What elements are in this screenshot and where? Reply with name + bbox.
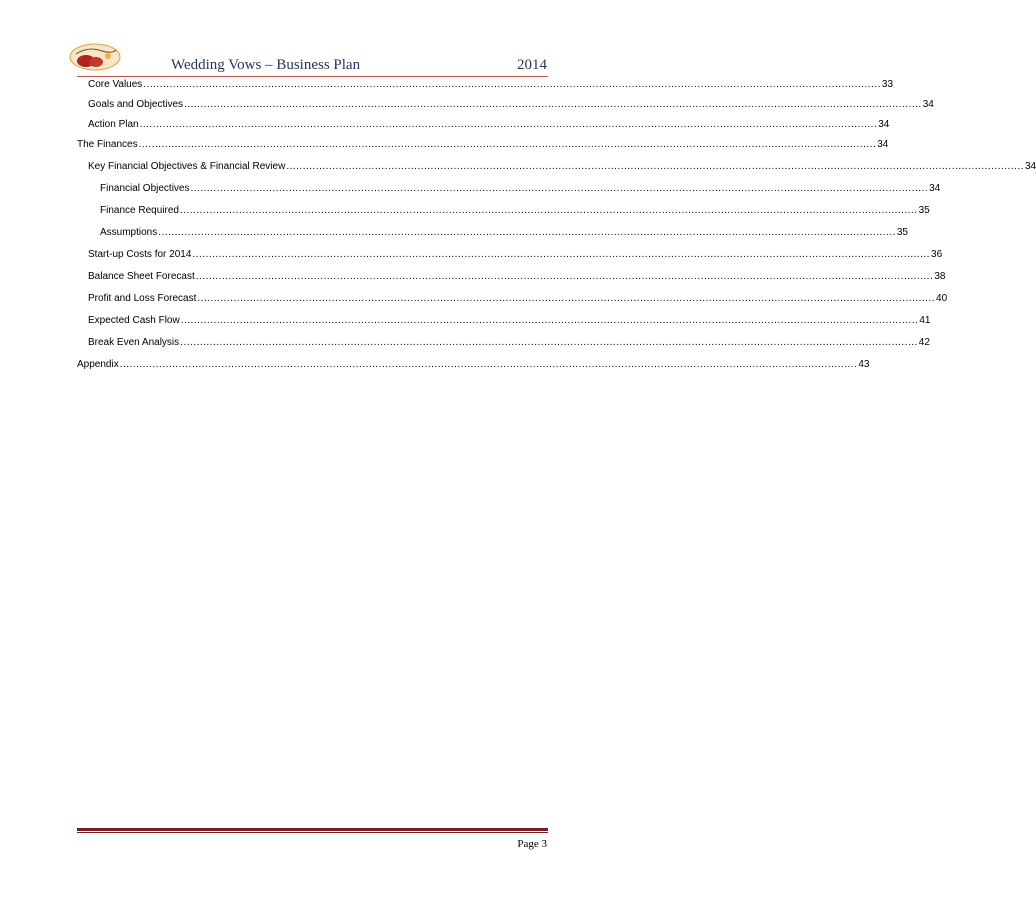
toc-entry[interactable] xyxy=(100,202,930,217)
toc-entry-label: Expected Cash Flow xyxy=(88,315,180,326)
toc-page-number: 34 xyxy=(1024,161,1036,172)
toc-page-number: 41 xyxy=(919,315,931,326)
toc-page-number: 36 xyxy=(931,249,943,260)
toc-entry-label: Finance Required xyxy=(100,205,179,216)
toc-page-number: 34 xyxy=(922,99,934,110)
toc-page-number: 43 xyxy=(858,359,870,370)
toc-entry-label: Key Financial Objectives & Financial Review xyxy=(88,161,286,172)
toc-leader: ................................................................................................................................................................................................................................. xyxy=(184,99,922,110)
toc-entry-label: Profit and Loss Forecast xyxy=(88,293,197,304)
toc-entry[interactable] xyxy=(88,334,930,349)
toc-entry-label: Financial Objectives xyxy=(100,183,190,194)
toc-page-number: 42 xyxy=(918,337,930,348)
toc-entry-label: Appendix xyxy=(77,359,119,370)
toc-leader: ................................................................................................................................................................................................................................. xyxy=(286,161,1024,172)
toc-leader: ................................................................................................................................................................................................................................. xyxy=(119,359,858,370)
toc-entry-label: Assumptions xyxy=(100,227,158,238)
toc-entry[interactable] xyxy=(77,356,870,371)
header-year: 2014 xyxy=(517,57,547,73)
toc-entry-label: Break Even Analysis xyxy=(88,337,180,348)
toc-leader: ................................................................................................................................................................................................................................. xyxy=(138,139,877,150)
toc-entry-label: The Finances xyxy=(77,139,138,150)
toc-leader: ................................................................................................................................................................................................................................. xyxy=(158,227,896,238)
wedding-vows-logo-icon xyxy=(68,42,122,72)
header-title: Wedding Vows – Business Plan xyxy=(171,57,361,73)
toc-entry[interactable] xyxy=(88,96,934,111)
toc-leader: ................................................................................................................................................................................................................................. xyxy=(197,293,936,304)
toc-entry-label: Goals and Objectives xyxy=(88,99,184,110)
toc-entry-label: Core Values xyxy=(88,79,143,90)
toc-entry-label: Balance Sheet Forecast xyxy=(88,271,195,282)
toc-page-number: 33 xyxy=(881,79,894,90)
toc-entry[interactable] xyxy=(77,136,889,151)
footer-divider xyxy=(77,828,548,831)
toc-leader: ................................................................................................................................................................................................................................. xyxy=(143,79,881,90)
toc-leader: ................................................................................................................................................................................................................................. xyxy=(139,119,878,130)
toc-entry[interactable] xyxy=(88,116,890,131)
toc-leader: ................................................................................................................................................................................................................................. xyxy=(195,271,934,282)
toc-leader: ................................................................................................................................................................................................................................. xyxy=(180,315,919,326)
toc-leader: ................................................................................................................................................................................................................................. xyxy=(180,337,918,348)
toc-page-number: 35 xyxy=(896,227,908,238)
toc-entry-label: Action Plan xyxy=(88,119,139,130)
toc-page-number: 40 xyxy=(936,293,948,304)
toc-leader: ................................................................................................................................................................................................................................. xyxy=(192,249,931,260)
toc-entry[interactable] xyxy=(100,180,941,195)
toc-page-number: 35 xyxy=(918,205,930,216)
toc-entry[interactable] xyxy=(88,158,1036,173)
toc-page-number: 34 xyxy=(877,139,889,150)
toc-entry[interactable] xyxy=(88,246,943,261)
toc-leader: ................................................................................................................................................................................................................................. xyxy=(179,205,918,216)
toc-entry[interactable] xyxy=(88,290,948,305)
footer-divider-thin xyxy=(77,832,548,833)
toc-leader: ................................................................................................................................................................................................................................. xyxy=(190,183,929,194)
toc-page-number: 34 xyxy=(929,183,941,194)
toc-entry[interactable] xyxy=(100,224,908,239)
toc-entry[interactable] xyxy=(88,312,931,327)
toc-entry[interactable] xyxy=(88,268,946,283)
toc-page-number: 34 xyxy=(878,119,890,130)
toc-page-number: 38 xyxy=(934,271,946,282)
toc-entry-label: Start-up Costs for 2014 xyxy=(88,249,192,260)
toc-entry[interactable] xyxy=(88,76,894,91)
page-number: Page 3 xyxy=(517,838,547,850)
